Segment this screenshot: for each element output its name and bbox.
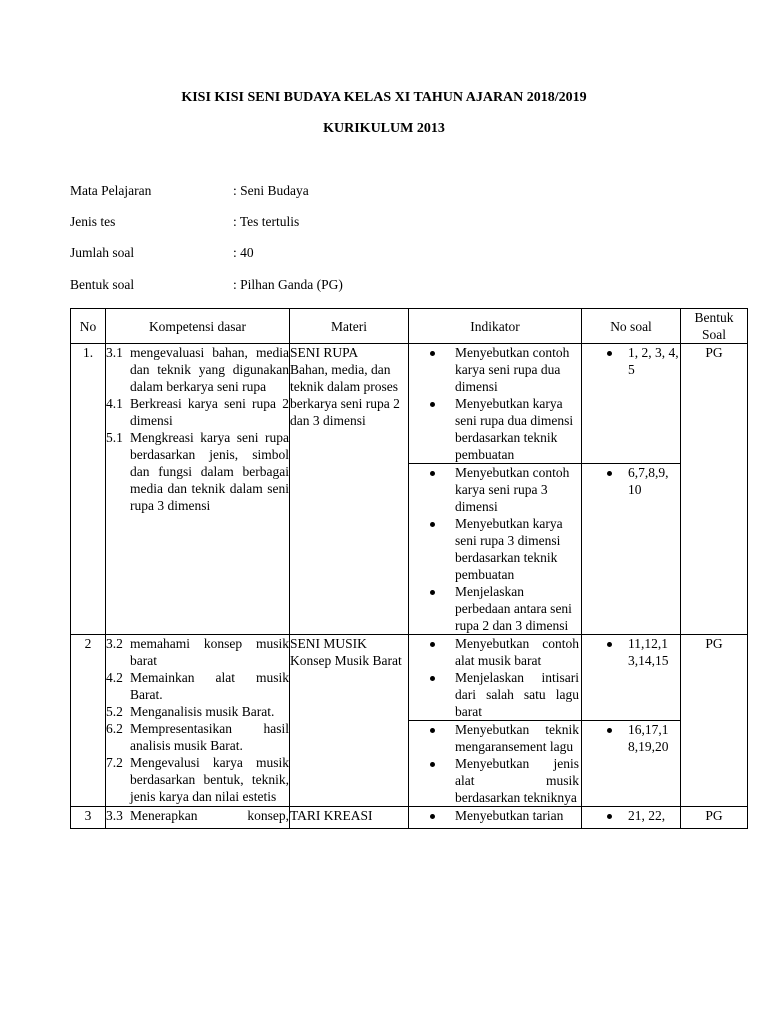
- materi-title: TARI KREASI: [290, 808, 373, 823]
- kd-item: [106, 720, 289, 754]
- kd-text: Memainkan alat musik Barat.: [130, 670, 289, 702]
- meta-row-question-count: [70, 244, 670, 262]
- header-materi: Materi: [290, 309, 409, 344]
- header-no-soal: No soal: [582, 309, 681, 344]
- kd-text: mengevaluasi bahan, media dan teknik yang digunakan dalam berkarya seni rupa: [130, 345, 289, 394]
- document-title: KISI KISI SENI BUDAYA KELAS XI TAHUN AJARAN 2018/2019: [181, 90, 587, 105]
- no-soal-cell: [582, 635, 681, 721]
- header-kompetensi: Kompetensi dasar: [106, 309, 290, 344]
- kd-item: [106, 703, 289, 720]
- materi-cell: [290, 344, 409, 635]
- indikator-cell: [409, 721, 582, 807]
- kisi-kisi-table: [70, 308, 748, 829]
- row-number: 3: [71, 807, 106, 829]
- meta-row-test-type: [70, 213, 670, 231]
- kd-item: [106, 344, 289, 395]
- materi-cell: [290, 635, 409, 807]
- kd-text: memahami konsep musik barat: [130, 636, 289, 668]
- header-bentuk-soal: Bentuk Soal: [681, 309, 748, 344]
- meta-value: : 40: [233, 245, 254, 260]
- kompetensi-cell: [106, 344, 290, 635]
- kd-item: [106, 807, 289, 824]
- materi-title: SENI RUPA: [290, 345, 359, 360]
- kd-number: 3.1: [106, 345, 123, 360]
- meta-key: Jenis tes: [70, 214, 116, 229]
- no-soal-cell: [582, 344, 681, 464]
- table-row: [71, 807, 748, 829]
- no-soal-item: 11,12,1 3,14,15: [582, 635, 680, 669]
- indikator-item: Menjelaskan intisari dari salah satu lagu barat: [455, 670, 579, 719]
- kd-text: Berkreasi karya seni rupa 2 dimensi: [130, 396, 289, 428]
- kd-item: [106, 754, 289, 805]
- indikator-item: Menyebutkan teknik mengaransement lagu: [455, 722, 579, 754]
- kd-number: 7.2: [106, 755, 123, 770]
- indikator-cell: [409, 807, 582, 829]
- indikator-cell: [409, 344, 582, 464]
- kd-text: Mengevalusi karya musik berdasarkan bentuk, teknik, jenis karya dan nilai estetis: [130, 755, 289, 804]
- materi-title: SENI MUSIK: [290, 636, 367, 651]
- indikator-item: Menyebutkan contoh karya seni rupa dua dimensi: [455, 344, 579, 395]
- meta-key: Mata Pelajaran: [70, 183, 152, 198]
- meta-value: : Pilhan Ganda (PG): [233, 277, 343, 292]
- indikator-item: Menyebutkan jenis alat musik berdasarkan tekniknya: [455, 756, 579, 805]
- kd-item: [106, 429, 289, 514]
- kd-number: 4.1: [106, 396, 123, 411]
- no-soal-item: 1, 2, 3, 4, 5: [582, 344, 680, 378]
- meta-value: : Tes tertulis: [233, 214, 300, 229]
- meta-value: : Seni Budaya: [233, 183, 309, 198]
- indikator-item: Menyebutkan karya seni rupa 3 dimensi berdasarkan teknik pembuatan: [455, 515, 579, 583]
- header-indikator: Indikator: [409, 309, 582, 344]
- kompetensi-cell: [106, 635, 290, 807]
- indikator-item: Menjelaskan perbedaan antara seni rupa 2 dan 3 dimensi: [455, 583, 579, 634]
- indikator-item: Menyebutkan contoh alat musik barat: [455, 636, 579, 668]
- materi-text: Bahan, media, dan teknik dalam proses berkarya seni rupa 2 dan 3 dimensi: [290, 362, 400, 428]
- kd-text: Menganalisis musik Barat.: [130, 704, 275, 719]
- indikator-item: Menyebutkan karya seni rupa dua dimensi berdasarkan teknik pembuatan: [455, 395, 579, 463]
- kd-number: 5.2: [106, 704, 123, 719]
- no-soal-item: 16,17,1 8,19,20: [582, 721, 680, 755]
- no-soal-item: 21, 22,: [582, 807, 680, 824]
- no-soal-cell: [582, 807, 681, 829]
- bentuk-soal-cell: PG: [681, 635, 748, 807]
- kd-number: 3.2: [106, 636, 123, 651]
- table-header-row: [71, 309, 748, 344]
- kd-text: Mempresentasikan hasil analisis musik Barat.: [130, 721, 289, 753]
- kd-item: [106, 635, 289, 669]
- kd-text: Mengkreasi karya seni rupa berdasarkan jenis, simbol dan fungsi dalam berbagai media dan teknik dalam seni rupa 3 dimensi: [130, 430, 289, 513]
- indikator-cell: [409, 635, 582, 721]
- row-number: 1.: [71, 344, 106, 635]
- kd-number: 6.2: [106, 721, 123, 736]
- bentuk-soal-cell: PG: [681, 344, 748, 635]
- meta-key: Jumlah soal: [70, 245, 135, 260]
- kd-item: [106, 395, 289, 429]
- table-row: [71, 344, 748, 464]
- meta-row-subject: [70, 182, 670, 200]
- row-number: 2: [71, 635, 106, 807]
- indikator-cell: [409, 464, 582, 635]
- no-soal-cell: [582, 721, 681, 807]
- meta-key: Bentuk soal: [70, 277, 135, 292]
- header-no: No: [71, 309, 106, 344]
- indikator-item: Menyebutkan tarian: [455, 807, 579, 824]
- kd-number: 4.2: [106, 670, 123, 685]
- kd-number: 3.3: [106, 808, 123, 823]
- table-row: [71, 635, 748, 721]
- document-subtitle: KURIKULUM 2013: [323, 121, 445, 136]
- kd-text: Menerapkan konsep,: [130, 808, 289, 823]
- kd-number: 5.1: [106, 430, 123, 445]
- materi-cell: [290, 807, 409, 829]
- no-soal-item: 6,7,8,9, 10: [582, 464, 680, 498]
- kd-item: [106, 669, 289, 703]
- meta-row-question-form: [70, 276, 670, 294]
- materi-text: Konsep Musik Barat: [290, 653, 402, 668]
- kompetensi-cell: [106, 807, 290, 829]
- bentuk-soal-cell: PG: [681, 807, 748, 829]
- indikator-item: Menyebutkan contoh karya seni rupa 3 dimensi: [455, 464, 579, 515]
- no-soal-cell: [582, 464, 681, 635]
